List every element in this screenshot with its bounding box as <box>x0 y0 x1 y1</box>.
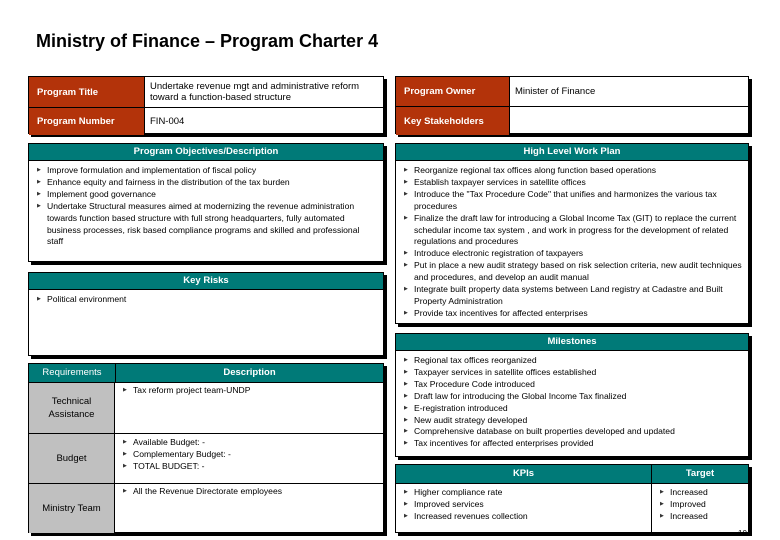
list-item: ▶ Tax Procedure Code introduced <box>404 379 742 391</box>
list-item: ▶ TOTAL BUDGET: - <box>123 461 377 473</box>
list-item: ▶ New audit strategy developed <box>404 415 742 427</box>
list-item: ▶ Undertake Structural measures aimed at modernizing the revenue administration towards function based structure with full strong headquarters, fully automated business processes, risk based compliance programs and skilled and professional staff <box>37 201 377 249</box>
work-plan-header: High Level Work Plan <box>396 144 748 161</box>
list-item: ▶ Increased <box>660 511 742 523</box>
milestones-panel <box>395 333 749 457</box>
list-item: ▶ Available Budget: - <box>123 437 377 449</box>
program-info-left <box>28 76 384 134</box>
list-item: ▶ Increased <box>660 487 742 499</box>
objectives-header: Program Objectives/Description <box>29 144 383 161</box>
program-title-label: Program Title <box>29 77 144 107</box>
list-item: ▶ Increased revenues collection <box>404 511 645 523</box>
target-header: Target <box>652 465 748 483</box>
list-item: ▶ Draft law for introducing the Global Income Tax finalized <box>404 391 742 403</box>
work-plan-panel <box>395 143 749 324</box>
kpis-panel <box>395 464 749 533</box>
program-owner-label: Program Owner <box>396 77 509 106</box>
list-item: ▶ Complementary Budget: - <box>123 449 377 461</box>
requirement-items <box>115 383 383 433</box>
list-item: ▶ Political environment <box>37 294 377 306</box>
program-number-value: FIN-004 <box>144 108 383 135</box>
table-row <box>29 383 383 434</box>
list-item: ▶ Taxpayer services in satellite offices established <box>404 367 742 379</box>
list-item: ▶ Improved services <box>404 499 645 511</box>
list-item: ▶ Put in place a new audit strategy based on risk selection criteria, new audit techniques and procedures, and develop an audit manual <box>404 260 742 284</box>
description-col-header: Description <box>116 364 383 382</box>
list-item: ▶ Introduce the "Tax Procedure Code" that unifies and harmonizes the various tax procedures <box>404 189 742 213</box>
list-item: ▶ Provide tax incentives for affected enterprises <box>404 308 742 320</box>
requirement-label: Budget <box>29 434 115 483</box>
list-item: ▶ Introduce electronic registration of taxpayers <box>404 248 742 260</box>
objectives-list <box>29 161 383 248</box>
list-item: ▶ Improved <box>660 499 742 511</box>
list-item: ▶ Comprehensive database on built properties developed and updated <box>404 426 742 438</box>
program-title-value: Undertake revenue mgt and administrative reform toward a function-based structure <box>144 77 383 107</box>
key-risks-panel <box>28 272 384 356</box>
list-item: ▶ E-registration introduced <box>404 403 742 415</box>
key-risks-header: Key Risks <box>29 273 383 290</box>
requirement-label: Ministry Team <box>29 484 115 533</box>
program-owner-value: Minister of Finance <box>509 77 748 106</box>
key-stakeholders-value <box>509 107 748 135</box>
list-item: ▶ Implement good governance <box>37 189 377 201</box>
list-item: ▶ Regional tax offices reorganized <box>404 355 742 367</box>
page-number: 10 <box>738 529 747 538</box>
requirement-items <box>115 434 383 483</box>
milestones-header: Milestones <box>396 334 748 351</box>
objectives-panel <box>28 143 384 262</box>
table-row <box>29 434 383 484</box>
list-item: ▶ Tax reform project team-UNDP <box>123 385 377 397</box>
list-item: ▶ Finalize the draft law for introducing a Global Income Tax (GIT) to replace the current schedular income tax system , and work in progress for the development of related regulations and procedures <box>404 213 742 249</box>
key-stakeholders-label: Key Stakeholders <box>396 107 509 135</box>
program-number-label: Program Number <box>29 108 144 135</box>
list-item: ▶ Enhance equity and fairness in the distribution of the tax burden <box>37 177 377 189</box>
list-item: ▶ Reorganize regional tax offices along function based operations <box>404 165 742 177</box>
requirement-items <box>115 484 383 533</box>
key-risks-list <box>29 290 383 306</box>
requirement-label: Technical Assistance <box>29 383 115 433</box>
list-item: ▶ Establish taxpayer services in satellite offices <box>404 177 742 189</box>
milestones-list <box>396 351 748 450</box>
list-item: ▶ Improve formulation and implementation of fiscal policy <box>37 165 377 177</box>
kpis-list <box>396 484 652 533</box>
kpis-header: KPIs <box>396 465 652 483</box>
requirements-table <box>28 363 384 533</box>
table-row <box>29 484 383 533</box>
list-item: ▶ All the Revenue Directorate employees <box>123 486 377 498</box>
requirements-col-header: Requirements <box>29 364 116 382</box>
list-item: ▶ Higher compliance rate <box>404 487 645 499</box>
list-item: ▶ Tax incentives for affected enterprises provided <box>404 438 742 450</box>
program-info-right <box>395 76 749 134</box>
targets-list <box>652 484 748 533</box>
list-item: ▶ Integrate built property data systems between Land registry at Cadastre and Built Property Administration <box>404 284 742 308</box>
work-plan-list <box>396 161 748 320</box>
page-title: Ministry of Finance – Program Charter 4 <box>36 31 379 51</box>
